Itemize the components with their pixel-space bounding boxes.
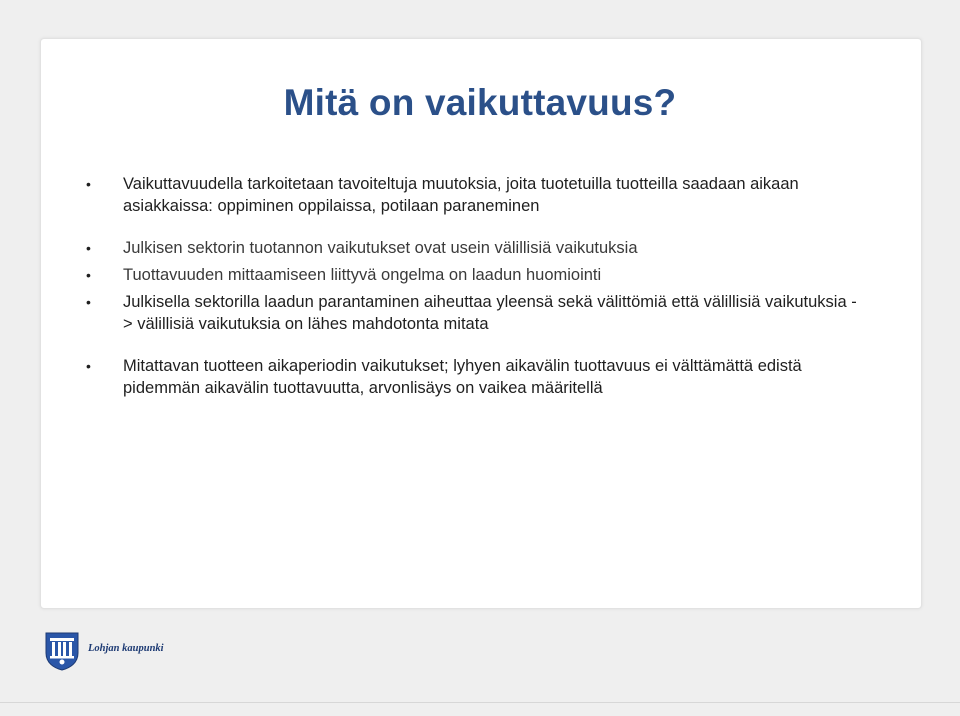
- bullet-icon: •: [86, 358, 91, 374]
- bullet-text: Vaikuttavuudella tarkoitetaan tavoiteltuja muutoksia, joita tuotetuilla tuotteilla saadaan aikaan asiakkaissa: oppiminen oppilaissa, potilaan paraneminen: [123, 175, 799, 215]
- bullet-text: Julkisella sektorilla laadun parantaminen aiheuttaa yleensä sekä välittömiä että välillisiä vaikutuksia -> välillisiä vaikutuksia on lähes mahdotonta mitata: [123, 293, 857, 333]
- bullet-text: Mitattavan tuotteen aikaperiodin vaikutukset; lyhyen aikavälin tuottavuus ei välttämättä edistä pidemmän aikavälin tuottavuutta, arvonlisäys on vaikea määritellä: [123, 357, 802, 397]
- bullet-icon: •: [86, 176, 91, 192]
- bullet-item: [86, 237, 866, 259]
- bullet-icon: •: [86, 294, 91, 310]
- bullet-list: [86, 173, 866, 399]
- bullet-text: Julkisen sektorin tuotannon vaikutukset ovat usein välillisiä vaikutuksia: [123, 239, 638, 257]
- bullet-item: [86, 173, 866, 217]
- slide-title: Mitä on vaikuttavuus?: [283, 82, 677, 123]
- bullet-item: [86, 355, 866, 399]
- bullet-icon: •: [86, 267, 91, 283]
- lohja-coat-of-arms-icon: [42, 631, 82, 671]
- logo-text: Lohjan kaupunki: [88, 643, 164, 654]
- footer-divider: [0, 702, 960, 703]
- bullet-item: [86, 291, 866, 335]
- bullet-text: Tuottavuuden mittaamiseen liittyvä ongelma on laadun huomiointi: [123, 266, 602, 284]
- bullet-item: [86, 264, 866, 286]
- bullet-icon: •: [86, 240, 91, 256]
